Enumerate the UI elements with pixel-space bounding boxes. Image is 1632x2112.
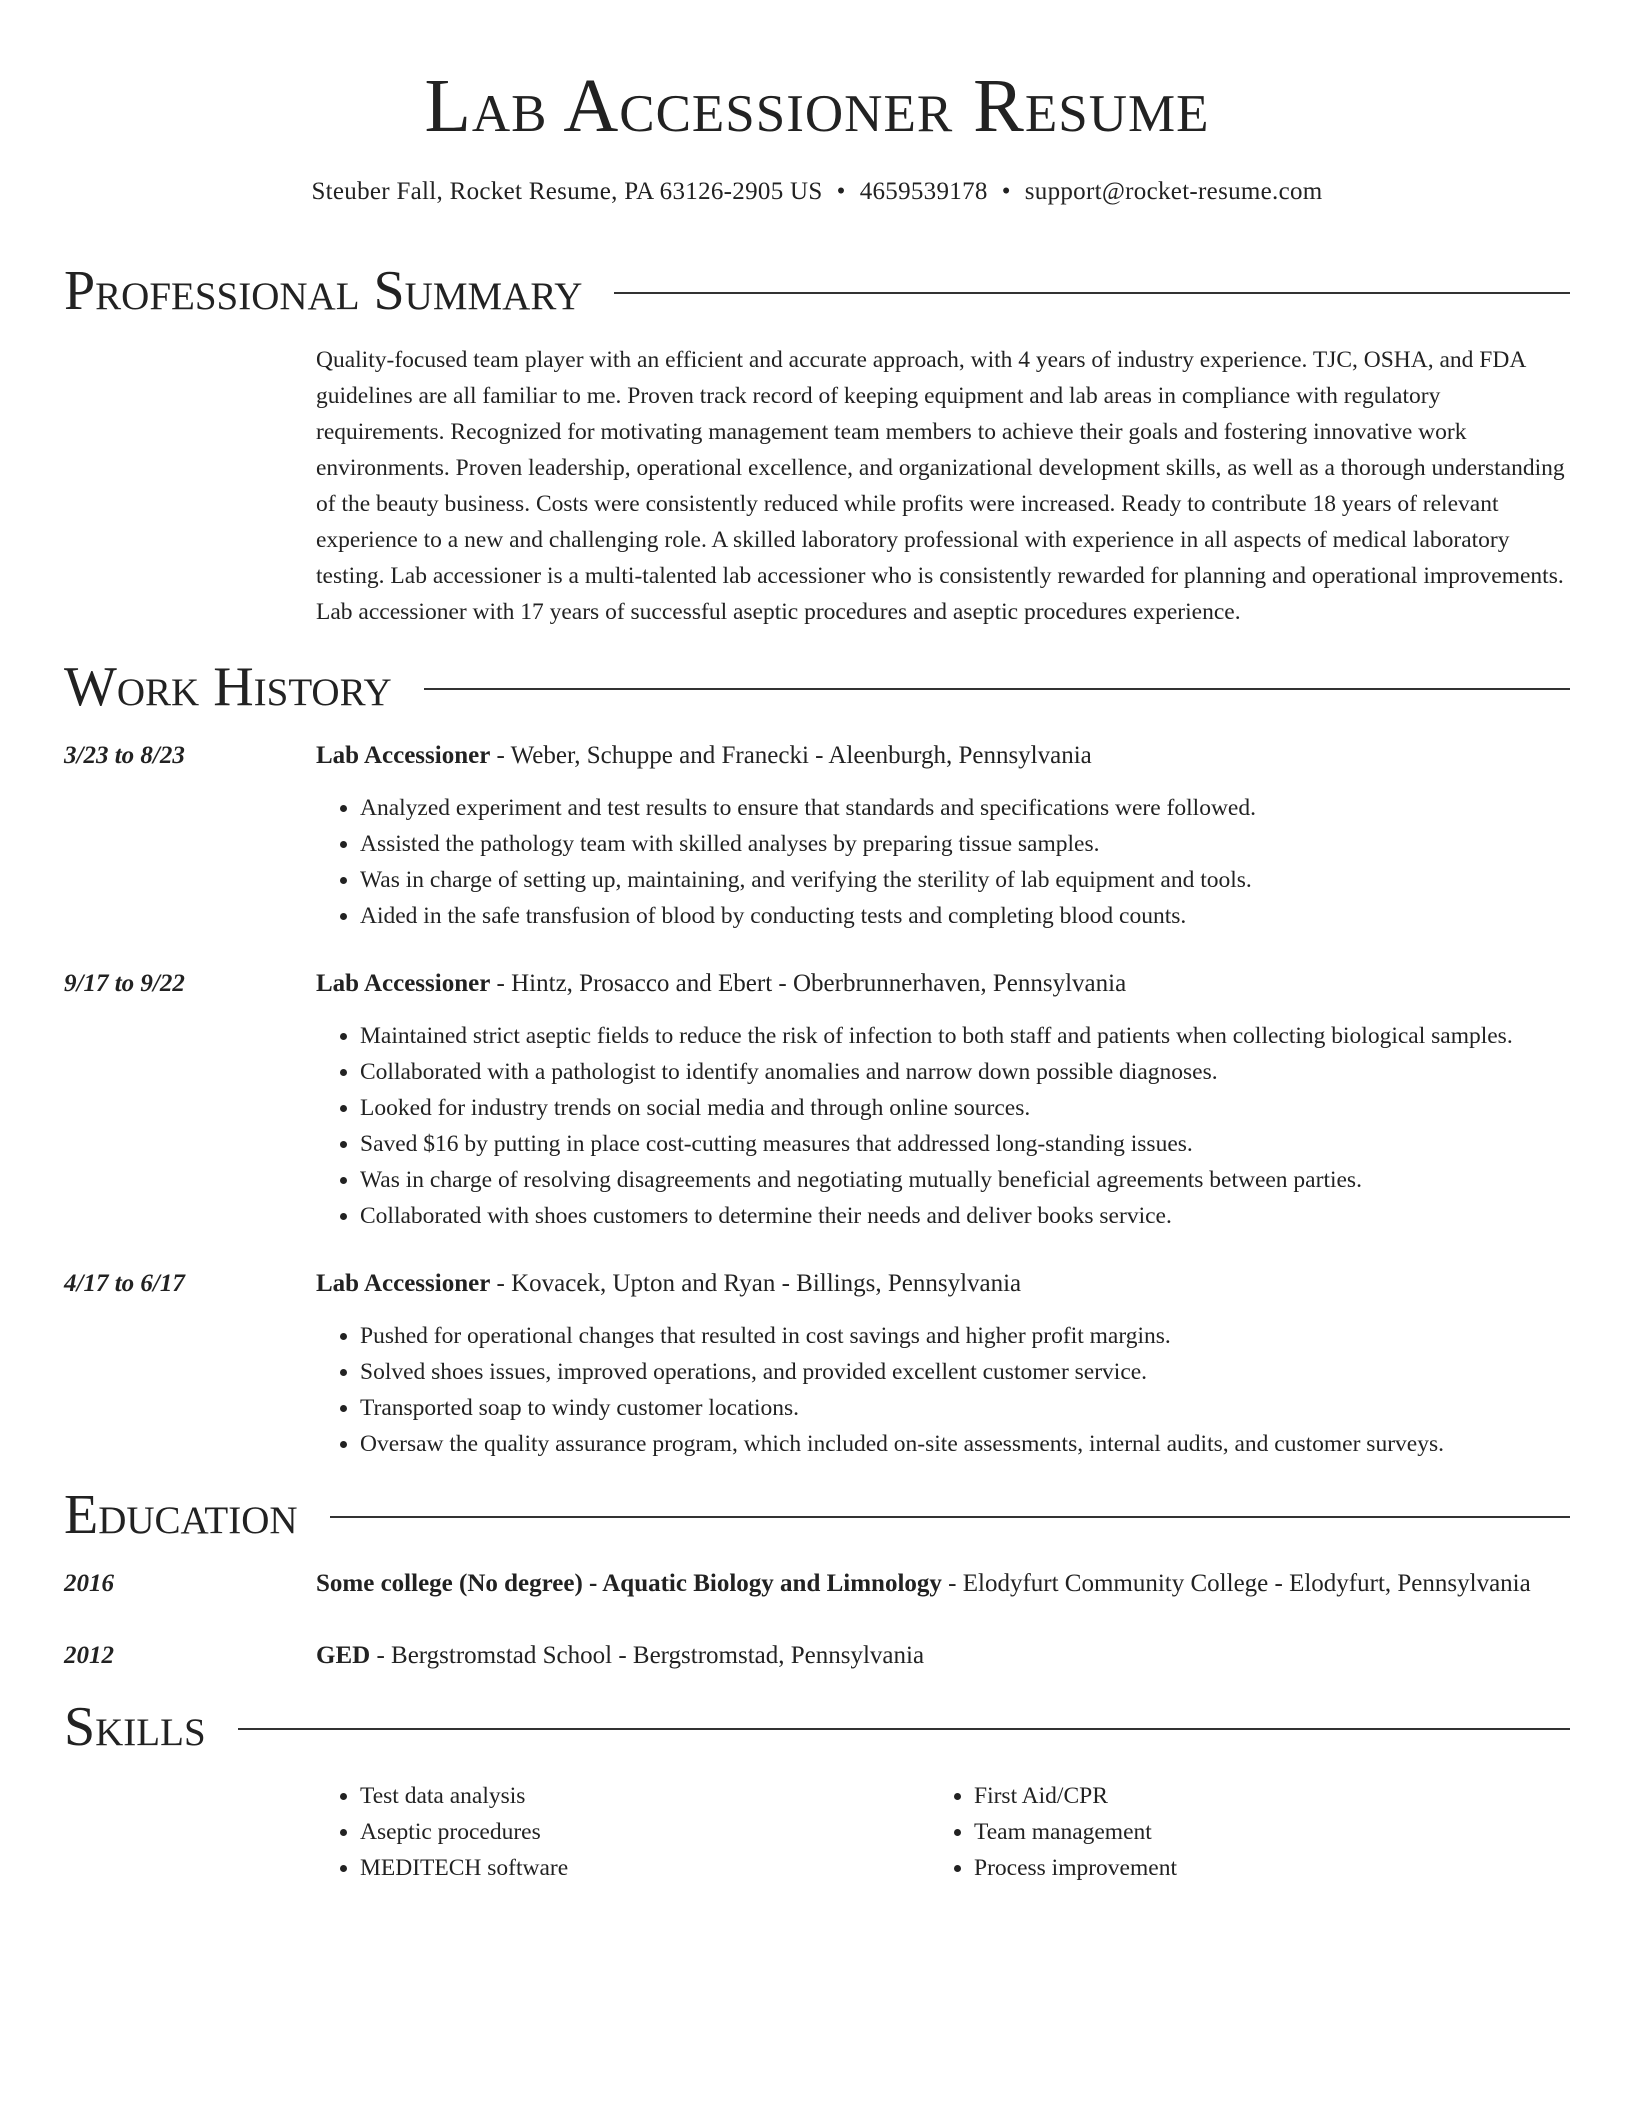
entry-degree: Some college (No degree) - Aquatic Biology and Limnology (316, 1570, 942, 1597)
list-item: • Was in charge of setting up, maintaining, and verifying the sterility of lab equipment and tools. (360, 862, 1570, 898)
section-title: Education (64, 1484, 298, 1546)
list-item: • Was in charge of resolving disagreements and negotiating mutually beneficial agreements between parties. (360, 1162, 1570, 1198)
entry-details: - Elodyfurt Community College - Elodyfurt, Pennsylvania (941, 1570, 1531, 1597)
education-entry (64, 1566, 1570, 1602)
list-item: • Collaborated with shoes customers to determine their needs and deliver books service. (360, 1198, 1570, 1234)
list-item: • Analyzed experiment and test results to ensure that standards and specifications were followed. (360, 790, 1570, 826)
entry-heading (316, 966, 1570, 1002)
entry-bullets (316, 790, 1570, 934)
entry-heading (316, 1266, 1570, 1302)
contact-address: Steuber Fall, Rocket Resume, PA 63126-2905 US (311, 178, 823, 205)
entry-details: - Kovacek, Upton and Ryan - Billings, Pennsylvania (490, 1270, 1022, 1297)
list-item: • Aided in the safe transfusion of blood by conducting tests and completing blood counts. (360, 898, 1570, 934)
entry-date: 2012 (64, 1642, 114, 1669)
entry-date: 3/23 to 8/23 (64, 742, 185, 769)
work-entry (64, 1266, 1570, 1462)
section-header-work (64, 654, 1570, 720)
list-item: • Assisted the pathology team with skilled analyses by preparing tissue samples. (360, 826, 1570, 862)
list-item: • Collaborated with a pathologist to identify anomalies and narrow down possible diagnoses. (360, 1054, 1570, 1090)
summary-text: Quality-focused team player with an efficient and accurate approach, with 4 years of industry experience. TJC, OSHA, and FDA guidelines are all familiar to me. Proven track record of keeping equipment and lab areas in compliance with regulatory requirements. Recognized for motivating management team members to achieve their goals and fostering innovative work environments. Proven leadership, operational excellence, and organizational development skills, as well as a thorough understanding of the beauty business. Costs were consistently reduced while profits were increased. Ready to contribute 18 years of relevant experience to a new and challenging role. A skilled laboratory professional with experience in all aspects of medical laboratory testing. Lab accessioner is a multi-talented lab accessioner who is consistently rewarded for planning and operational improvements. Lab accessioner with 17 years of successful aseptic procedures and aseptic procedures experience. (316, 347, 1565, 625)
list-item: • Looked for industry trends on social media and through online sources. (360, 1090, 1570, 1126)
entry-details: - Bergstromstad School - Bergstromstad, Pennsylvania (370, 1642, 925, 1669)
work-entry (64, 966, 1570, 1234)
entry-heading (316, 1638, 1570, 1674)
entry-date: 2016 (64, 1570, 114, 1597)
entry-degree: GED (316, 1642, 371, 1669)
contact-phone: 4659539178 (859, 178, 988, 205)
entry-role: Lab Accessioner (316, 742, 491, 769)
entry-heading (316, 738, 1570, 774)
entry-bullets (316, 1018, 1570, 1234)
list-item: • Saved $16 by putting in place cost-cutting measures that addressed long-standing issues. (360, 1126, 1570, 1162)
skills-column-right (930, 1778, 1544, 1886)
section-title: Work History (64, 656, 392, 718)
contact-email: support@rocket-resume.com (1024, 178, 1323, 205)
resume-page (64, 0, 1570, 1886)
entry-role: Lab Accessioner (316, 970, 491, 997)
list-item: • Transported soap to windy customer locations. (360, 1390, 1570, 1426)
entry-role: Lab Accessioner (316, 1270, 491, 1297)
skill-item: • Team management (974, 1814, 1544, 1850)
work-entry (64, 738, 1570, 934)
entry-date: 9/17 to 9/22 (64, 970, 185, 997)
education-entry (64, 1638, 1570, 1674)
skill-item: • Process improvement (974, 1850, 1544, 1886)
entry-details: - Hintz, Prosacco and Ebert - Oberbrunnerhaven, Pennsylvania (490, 970, 1127, 997)
skills-column-left (316, 1778, 930, 1886)
list-item: • Pushed for operational changes that resulted in cost savings and higher profit margins. (360, 1318, 1570, 1354)
list-item: • Solved shoes issues, improved operations, and provided excellent customer service. (360, 1354, 1570, 1390)
entry-bullets (316, 1318, 1570, 1462)
list-item: • Maintained strict aseptic fields to reduce the risk of infection to both staff and patients when collecting biological samples. (360, 1018, 1570, 1054)
entry-date: 4/17 to 6/17 (64, 1270, 185, 1297)
page-title: Lab Accessioner Resume (424, 64, 1210, 148)
section-header-skills (64, 1694, 1570, 1760)
contact-separator: • (1001, 178, 1011, 205)
skills-list (316, 1778, 1570, 1886)
skill-item: • First Aid/CPR (974, 1778, 1544, 1814)
list-item: • Oversaw the quality assurance program, which included on-site assessments, internal audits, and customer surveys. (360, 1426, 1570, 1462)
entry-details: - Weber, Schuppe and Franecki - Aleenburgh, Pennsylvania (490, 742, 1092, 769)
skill-item: • Test data analysis (360, 1778, 930, 1814)
skill-item: • MEDITECH software (360, 1850, 930, 1886)
section-rule (614, 292, 1570, 294)
section-rule (330, 1516, 1570, 1518)
contact-separator: • (836, 178, 846, 205)
section-rule (424, 688, 1570, 690)
skill-item: • Aseptic procedures (360, 1814, 930, 1850)
entry-heading (316, 1566, 1570, 1602)
section-header-summary (64, 258, 1570, 324)
contact-line (64, 176, 1570, 208)
section-title: Skills (64, 1696, 206, 1758)
section-title: Professional Summary (64, 260, 583, 322)
section-rule (238, 1728, 1570, 1730)
section-header-education (64, 1482, 1570, 1548)
